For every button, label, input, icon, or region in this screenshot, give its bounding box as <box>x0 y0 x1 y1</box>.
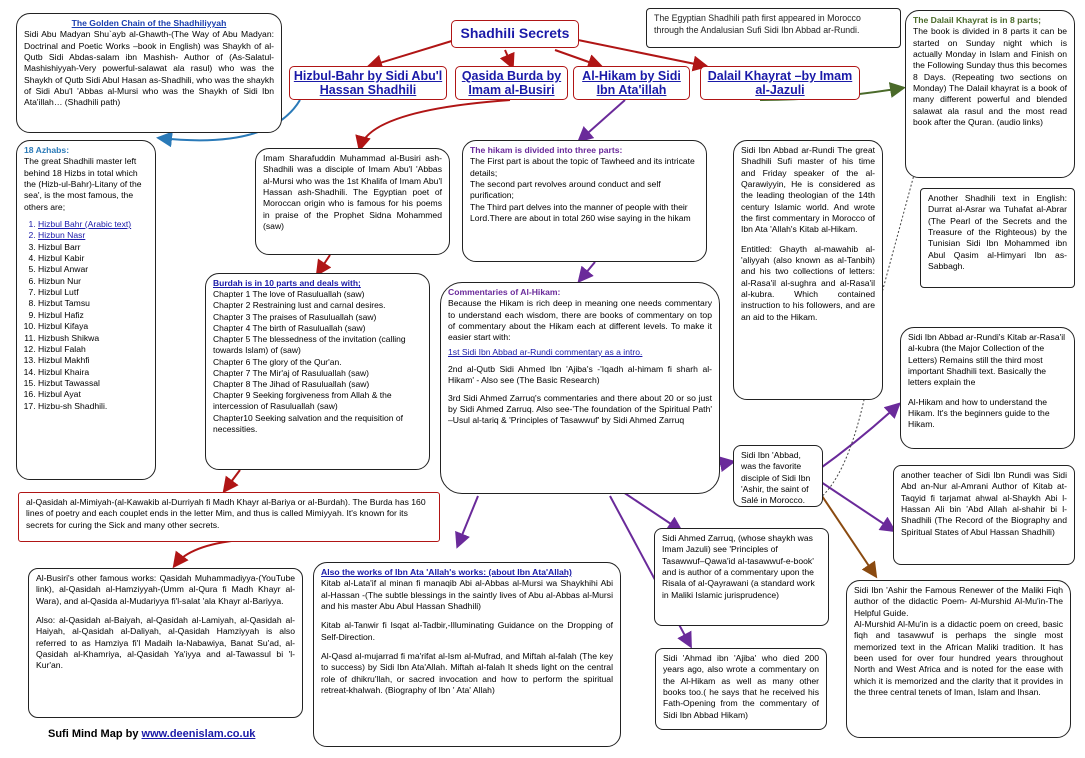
ibn-ata-work-1: Kitab al-Lata'if al minan fi manaqib Abi al-Abbas al-Mursi wa Shaykhihi Abi al-Hassan -(The subtle blessings in the saintly lives of Abu al-Abbas al-Mursi and his master Abu Abul Hassan Shadhili) <box>321 578 613 612</box>
branch-dalail <box>700 66 860 100</box>
ashir-box <box>846 580 1071 738</box>
ibn-ata-work-2: Kitab al-Tanwir fi Isqat al-Tadbir,-Illuminating Guidance on the Dropping of Self-Direction. <box>321 620 613 642</box>
rundi-text-2: Entitled: Ghayth al-mawahib al-'aliyyah (also known as al-Tanbih) and his two collections of letters: al-Rasa'il al-sughra and al-Rasa'il al-kubra. Which contained instruction to his followers, and are an aid to the Hikam. <box>741 243 875 322</box>
list-item: 13. Hizbul Makhfi <box>38 355 148 366</box>
hikam-part-3: The Third part delves into the manner of people with their Lord.There are about in total 260 wise saying in the hikam <box>470 201 691 224</box>
chapter-item: Chapter10 Seeking salvation and the requisition of necessities. <box>213 412 403 434</box>
commentaries-lead: Commentaries of Al-Hikam: <box>448 287 561 297</box>
arrow-hikam-parts <box>580 100 625 140</box>
ibn-ata-works-box <box>313 562 621 747</box>
busiri-box <box>255 148 450 255</box>
list-item: 10. Hizbul Kifaya <box>38 321 148 332</box>
commentary-3[interactable]: 3rd Sidi Ahmed Zarruq's commentaries and there about 20 or so just by Sidi Ahmed Zarruq. Also see-'The foundation of the Spiritual Path' –Usul al-tariq & 'Principles of Tasawwuf' by Sidi Ahmed Zarruq <box>448 392 712 426</box>
chapter-item: Chapter 3 The praises of Rasuluallah (saw) <box>213 311 377 322</box>
arrow-comm-zarruq <box>620 490 680 530</box>
chapter-item: Chapter 6 The glory of the Qur'an. <box>213 356 342 367</box>
chapter-item: Chapter 7 The Mir'aj of Rasuluallah (saw) <box>213 367 369 378</box>
arrow-title-burda <box>505 50 512 66</box>
hikam-part-2: The second part revolves around conduct and self purification; <box>470 179 661 201</box>
ashir-text: Sidi Ibn 'Ashir the Famous Renewer of the Maliki Fiqh author of the didactic Poem- Al-Murshid Al-Mu'in-The Helpful Guide. <box>854 585 1063 618</box>
main-title <box>451 20 579 48</box>
kubra-text: Sidi Ibn Abbad ar-Rundi's Kitab ar-Rasa'il al-kubra (the Major Collection of the Letters) Remains still the third most important Shadhili text. Basically the letters explain the <box>908 332 1066 388</box>
branch-burda <box>455 66 568 100</box>
arrow-comm-ibnata <box>458 496 478 545</box>
list-item[interactable]: 1. Hizbul Bahr (Arabic text) <box>38 219 148 230</box>
busiri-text: Imam Sharafuddin Muhammad al-Busiri ash-Shadhili was a disciple of Imam Abu'l 'Abbas al-Mursi who was the 1st Khalifa of Imam Abu'l Hassan ash-Shadhili. The Egyptian poet of Moroccan origin who is famous for his poems in praise of the Prophet Sidna Mohammed (saw) <box>263 153 442 232</box>
list-item: 7. Hizbul Lutf <box>38 287 148 298</box>
branch-dalail-label: Dalail Khayrat –by Imam al-Jazuli <box>707 69 853 97</box>
main-title-text: Shadhili Secrets <box>460 25 570 41</box>
azhabs-list <box>24 219 148 412</box>
mimiyah-text: al-Qasidah al-Mimiyah-(al-Kawakib al-Durriyah fi Madh Khayr al-Bariya or al-Burdah). The Burda has 160 lines of poetry and each couplet ends in the letter Mim, and thus is called Mimiyyah. It's known for its secrets for curing the Sick and many other secrets. <box>26 497 426 530</box>
list-item: 11. Hizbush Shikwa <box>38 333 148 344</box>
commentary-1[interactable]: 1st Sidi Ibn Abbad ar-Rundi commentary as a intro. <box>448 346 643 357</box>
branch-hikam-label: Al-Hikam by Sidi Ibn Ata'illah <box>582 69 681 97</box>
azhabs-intro: The great Shadhili master left behind 18 Hizbs in total which the (Hizb-ul-Bahr)-Litany of the sea', is the most famous, the others are; <box>24 156 142 212</box>
golden-chain-text: Sidi Abu Madyan Shu`ayb al-Ghawth-(The Way of Abu Madyan: Doctrinal and Poetic Works –book in English) was Shaykh of al-Qutb Sidi Abdas-salam ibn Mashish- Author of (As-Salatul-Mashishiyyah-Very powerful-salawat ala rasul) who was the Shaykh of Qutb Sidi Abul Hasan as-Shadhili, who was the shaykh of Sidi Abu'l 'Abbas al-Mursi who was the Shaykh of Sidi Ibn Ata'illah… (Shadhili path) <box>24 29 274 108</box>
list-item: 14. Hizbul Khaira <box>38 367 148 378</box>
dalail-info-box <box>905 10 1075 178</box>
arrow-busiri-chapters <box>318 255 330 273</box>
rundi-text: Sidi Ibn Abbad ar-Rundi The great Shadhili Sufi master of his time and Friday speaker of the al-Qarawiyyin, He is considered as the leading theologian of the 14th century Islamic world. And wrote the first commentary in Morocco of Ibn Ata 'Allah's Kitab al-Hikam. <box>741 145 875 235</box>
list-item: 16. Hizbul Ayat <box>38 389 148 400</box>
amrani-text: another teacher of Sidi Ibn Rundi was Sidi Abd an-Nur al-Amrani Author of Kitab at-Taqyid fi tarjamat ahwal al-Shaykh Abi l-Hassan Ali bin 'Abd Allah al-shahir bi l-Shadhili (The Record of the Biography and Spiritual States of Abul Hassan Shadhili) <box>901 470 1067 537</box>
mimiyah-box <box>18 492 440 542</box>
branch-hikam <box>573 66 690 100</box>
egyptian-box <box>646 8 901 48</box>
ashir-text-2: Al-Murshid Al-Mu'in is a didactic poem on creed, basic fiqh and tasawwuf is perhaps the single most memorized text in the African Maliki tradition. It has been used for over four hundred years throughout North and West Africa and is noted for the ease with which it is memorized and the clarity that it provides in the three central tenets of Iman, Islam and Ihsan. <box>854 619 1063 698</box>
chapter-item: Chapter 4 The birth of Rasuluallah (saw) <box>213 322 366 333</box>
arrow-mimiyah-busiriworks <box>175 540 240 565</box>
arrow-title-hikam <box>555 50 600 66</box>
commentary-2[interactable]: 2nd al-Qutb Sidi Ahmed Ibn 'Ajiba's -'Iqadh al-himam fi sharh al-Hikam' - Also see (The Basic Research) <box>448 364 712 386</box>
busiri-works-text: Al-Busiri's other famous works: Qasidah Muhammadiyya-(YouTube link), al-Qasidah al-Hamziyyah-(Umm al-Qura fi Madh Khayr al-Wara), and al-Qasida al-Mudariyya fi'l-salat 'ala Khayr al-Bariyya. <box>36 573 295 606</box>
footer <box>48 727 255 742</box>
burdah-chapters-box <box>205 273 430 470</box>
zarruq-box <box>654 528 829 626</box>
footer-label: Sufi Mind Map by <box>48 728 139 740</box>
chapter-item: Chapter 9 Seeking forgiveness from Allah & the intercession of Rasuluallah (saw) <box>213 390 392 412</box>
ibn-abbad-text: Sidi Ibn 'Abbad, was the favorite disciple of Sidi Ibn 'Ashir, the saint of Salé in Morocco. <box>741 450 811 506</box>
ibn-abbad-box <box>733 445 823 507</box>
rundi-box <box>733 140 883 400</box>
list-item: 6. Hizbun Nur <box>38 276 148 287</box>
busiri-works-text-2: Also: al-Qasidah al-Baiyah, al-Qasidah al-Lamiyah, al-Qasidah al-Haiyah, al-Qasidah al-Daliyah, al-Qasidah Hamziyyah is also referred to as Hamziya fi'l Madaih la-Nabawiya, Banat Su'ad, al-Qasidah al-Khamriya, al-Qasidah Ya'iyya and al-Tawassul bi 'l-Kur'an. <box>36 615 295 671</box>
durrat-text: Another Shadhili text in English: Durrat al-Asrar wa Tuhafat al-Abrar (The Pearl of the Secrets and the Treasure of the Righteous) by the Tunisian Sidi Ibn Mohammed ibn Abul Qasim al-Himyari Ibn as-Sabbagh. <box>928 193 1067 272</box>
chapter-item: Chapter 1 The love of Rasuluallah (saw) <box>213 289 365 300</box>
list-item: 9. Hizbul Hafiz <box>38 310 148 321</box>
arrow-ibnabbad-amrani <box>818 480 893 530</box>
dalail-info-text: The book is divided in 8 parts it can be started on Sunday night which is actually Monday in Islam and Finish on the Following Sunday thus this becomes 8 Days. (Repeating two sections on Monday) The Dalail khayrat is a book of many different powerful and blended salawat ala rasul and the most read book after the Quran. (audio links) <box>913 26 1067 128</box>
branch-hizb <box>289 66 447 100</box>
hikam-parts-box <box>462 140 707 262</box>
egyptian-text: The Egyptian Shadhili path first appeared in Morocco through the Andalusian Sufi Sidi Ibn Abbad ar-Rundi. <box>654 13 861 35</box>
ajiba-box <box>655 648 827 730</box>
zarruq-text: Sidi Ahmed Zarruq, (whose shaykh was Imam Jazuli) see 'Principles of Tasawwuf–Qawa'id al-tasawwuf-e-book' and is author of a commentary upon the Risala of al-Qayrawani (a standard work in Maliki Islamic jurisprudence) <box>662 533 815 600</box>
golden-chain-heading: The Golden Chain of the Shadhiliyyah <box>71 18 227 28</box>
arrow-parts-commentaries <box>580 262 595 280</box>
golden-chain-box <box>16 13 282 133</box>
arrow-title-hizb <box>370 40 455 66</box>
arrow-chapters-mimiyah <box>225 470 240 490</box>
chapter-item: Chapter 5 The blessedness of the invitation (calling towards Islam) of (saw) <box>213 334 406 356</box>
list-item: 12. Hizbul Falah <box>38 344 148 355</box>
branch-hizb-label: Hizbul-Bahr by Sidi Abu'l Hassan Shadhili <box>293 69 443 97</box>
chapter-item: Chapter 8 The Jihad of Rasuluallah (saw) <box>213 378 370 389</box>
ibn-ata-works-lead[interactable]: Also the works of Ibn Ata 'Allah's works: (about Ibn Ata'Allah) <box>321 567 572 577</box>
list-item: 15. Hizbut Tawassal <box>38 378 148 389</box>
commentaries-box <box>440 282 720 494</box>
list-item: 3. Hizbul Barr <box>38 242 148 253</box>
arrow-ibnabbad-kubra <box>818 405 898 470</box>
dalail-info-lead: The Dalail Khayrat is in 8 parts; <box>913 15 1041 25</box>
footer-link[interactable]: www.deenislam.co.uk <box>141 728 256 740</box>
kubra-box <box>900 327 1075 449</box>
list-item[interactable]: 2. Hizbun Nasr <box>38 230 148 241</box>
list-item: 17. Hizbu-sh Shadhili. <box>38 401 148 412</box>
hikam-part-1: The First part is about the topic of Tawheed and its intricate details; <box>470 156 695 178</box>
burdah-chapters-lead[interactable]: Burdah is in 10 parts and deals with; <box>213 278 361 288</box>
ibn-ata-work-3: Al-Qasd al-mujarrad fi ma'rifat al-Ism al-Mufrad, and Miftah al-falah (The key to success) by Sidi Ibn Ata'Allah. Miftah al-falah It sheds light on the central role of dhikru'llah, or sacred invocation and how to perform the spiritual retreat-khalwah. (Biography of Ibn ' Ata' Allah) <box>321 651 613 696</box>
azhabs-lead: 18 Azhabs: <box>24 145 70 155</box>
chapter-item: Chapter 2 Restraining lust and carnal desires. <box>213 300 386 311</box>
list-item: 4. Hizbul Kabir <box>38 253 148 264</box>
branch-burda-label: Qasida Burda by Imam al-Busiri <box>461 69 562 97</box>
commentaries-intro: Because the Hikam is rich deep in meaning one needs commentary to understand each wisdom, there are books of commentary on top of commentary about the Hikam each at different levels. To make it easier start with: <box>448 298 712 343</box>
list-item: 8. Hizbut Tamsu <box>38 298 148 309</box>
list-item: 5. Hizbul Anwar <box>38 264 148 275</box>
azhabs-box <box>16 140 156 480</box>
kubra-text-2: Al-Hikam and how to understand the Hikam. It's the beginners guide to the Hikam. <box>908 396 1050 430</box>
busiri-works-box <box>28 568 303 718</box>
amrani-box <box>893 465 1075 565</box>
ajiba-text: Sidi 'Ahmad ibn 'Ajiba' who died 200 years ago, also wrote a commentary on the Al-Hikam as well as many other books too.( he says that he received his Fath-Opening from the commentary of Sidi Ibn Abbad Hikam) <box>663 653 819 720</box>
hikam-parts-lead: The hikam is divided into three parts: <box>470 145 623 155</box>
durrat-box <box>920 188 1075 288</box>
